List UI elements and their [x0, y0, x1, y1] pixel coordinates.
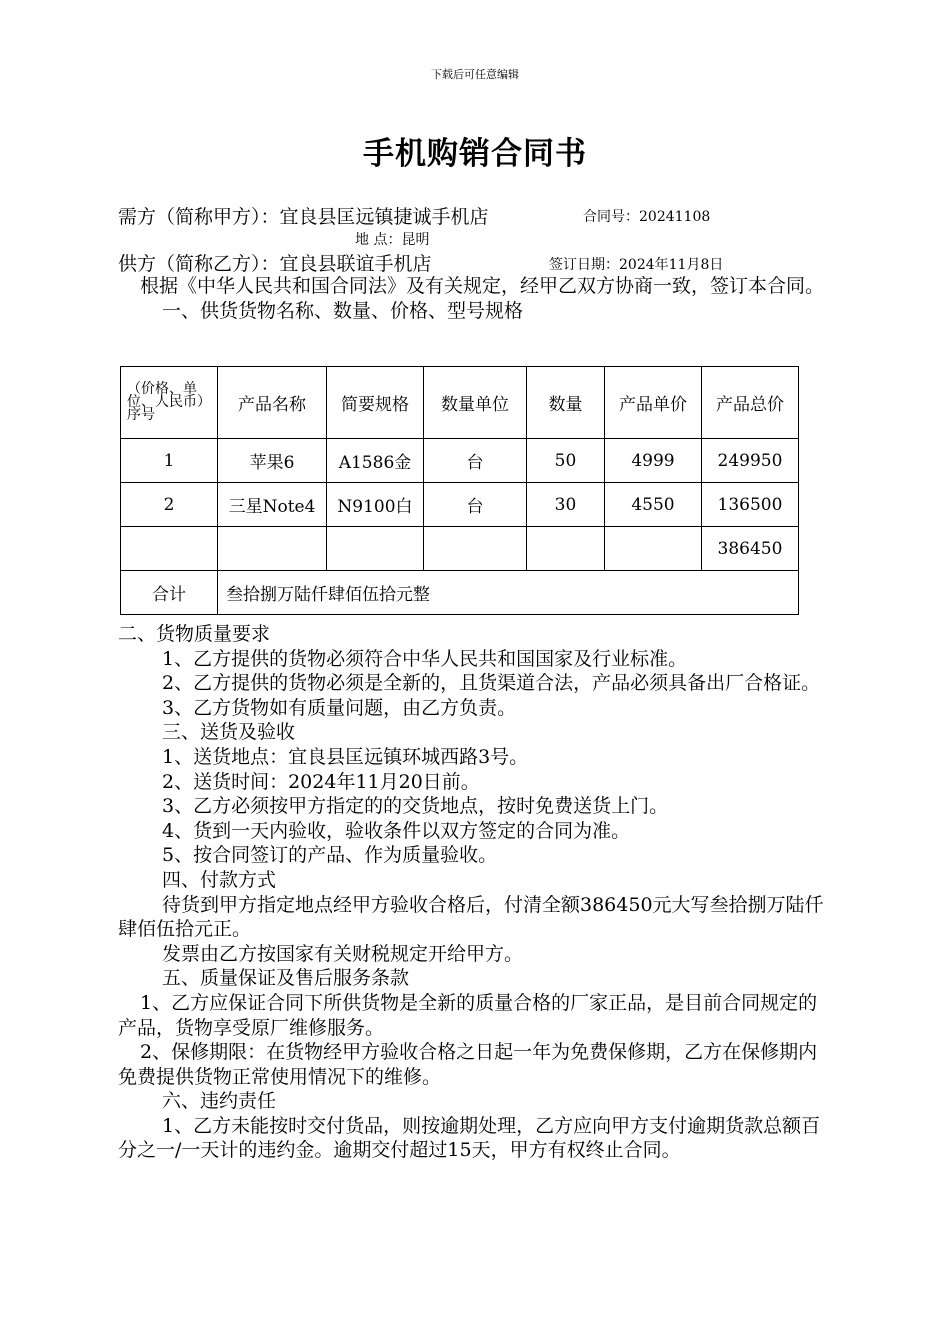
cell-qty: 30	[527, 483, 605, 527]
seller-name: 宜良县联谊手机店	[279, 253, 432, 275]
table-total-row	[121, 571, 799, 615]
table-row	[121, 483, 799, 527]
section4-item: 发票由乙方按国家有关财税规定开给甲方。	[162, 942, 524, 965]
header-cell: 简要规格	[327, 367, 424, 439]
section2-item: 2、乙方提供的货物必须是全新的，且货渠道合法，产品必须具备出厂合格证。	[162, 672, 821, 695]
cell-qty: 50	[527, 439, 605, 483]
section1-title: 一、供货货物名称、数量、价格、型号规格	[162, 299, 524, 322]
contract-body	[118, 622, 834, 1163]
cell-unit: 台	[424, 483, 527, 527]
header-cell: 产品总价	[702, 367, 799, 439]
section3-title: 三、送货及验收	[162, 721, 296, 744]
cell-index	[121, 527, 218, 571]
intro-paragraph: 根据《中华人民共和国合同法》及有关规定，经甲乙双方协商一致，签订本合同。	[140, 275, 825, 297]
section4-item: 待货到甲方指定地点经甲方验收合格后，付清全额386450元大写叁拾捌万陆仟肆佰伍拾元正。	[118, 893, 824, 941]
section4-title: 四、付款方式	[162, 868, 277, 891]
header-cell: （价格、单位、人民币）序号	[121, 367, 218, 439]
seller-line	[118, 249, 432, 276]
cell-price	[605, 527, 702, 571]
total-label: 合计	[121, 571, 218, 615]
cell-product	[218, 527, 327, 571]
table-row	[121, 527, 799, 571]
total-amount-text: 叁拾捌万陆仟肆佰伍拾元整	[218, 571, 799, 615]
seller-label: 供方（简称乙方）：	[118, 253, 280, 275]
header-cell: 数量单位	[424, 367, 527, 439]
header-cell: 产品名称	[218, 367, 327, 439]
section3-item: 2、送货时间：2024年11月20日前。	[162, 770, 480, 793]
buyer-label: 需方（简称甲方）：	[118, 206, 280, 228]
intro-block	[118, 274, 834, 323]
section2-item: 3、乙方货物如有质量问题，由乙方负责。	[162, 696, 517, 719]
cell-qty	[527, 527, 605, 571]
cell-unit: 台	[424, 439, 527, 483]
section6-item: 1、乙方未能按时交付货品，则按逾期处理，乙方应向甲方支付逾期货款总额百分之一/一天计的违约金。逾期交付超过15天，甲方有权终止合同。	[118, 1114, 821, 1162]
cell-total: 249950	[702, 439, 799, 483]
cell-total: 136500	[702, 483, 799, 527]
location-label: 地 点：	[355, 232, 402, 248]
cell-spec: A1586金	[327, 439, 424, 483]
sign-date-value: 2024年11月8日	[619, 257, 724, 273]
table-row	[121, 439, 799, 483]
cell-index: 1	[121, 439, 218, 483]
section5-title: 五、质量保证及售后服务条款	[162, 967, 410, 990]
section5-item: 1、乙方应保证合同下所供货物是全新的质量合格的厂家正品，是目前合同规定的产品，货物享受原厂维修服务。	[118, 991, 818, 1039]
sign-date	[549, 254, 723, 274]
goods-table	[120, 366, 799, 615]
section2-title: 二、货物质量要求	[118, 623, 271, 645]
document-title: 手机购销合同书	[363, 136, 587, 172]
cell-price: 4999	[605, 439, 702, 483]
cell-index: 2	[121, 483, 218, 527]
section3-item: 5、按合同签订的产品、作为质量验收。	[162, 844, 498, 867]
section3-item: 3、乙方必须按甲方指定的的交货地点，按时免费送货上门。	[162, 795, 669, 818]
cell-total: 386450	[702, 527, 799, 571]
section2-item: 1、乙方提供的货物必须符合中华人民共和国国家及行业标准。	[162, 647, 688, 670]
buyer-name: 宜良县匡远镇捷诚手机店	[279, 206, 489, 228]
section6-title: 六、违约责任	[162, 1090, 277, 1113]
sign-date-label: 签订日期：	[549, 257, 619, 273]
cell-unit	[424, 527, 527, 571]
contract-no-label: 合同号：	[583, 209, 639, 225]
cell-spec: N9100白	[327, 483, 424, 527]
cell-product: 苹果6	[218, 439, 327, 483]
contract-number	[583, 206, 710, 226]
buyer-line	[118, 202, 489, 229]
cell-spec	[327, 527, 424, 571]
section3-item: 4、货到一天内验收，验收条件以双方签定的合同为准。	[162, 819, 631, 842]
header-note: 下载后可任意编辑	[431, 68, 519, 81]
location-line	[355, 229, 429, 249]
cell-product: 三星Note4	[218, 483, 327, 527]
cell-price: 4550	[605, 483, 702, 527]
table-header-row	[121, 367, 799, 439]
header-cell: 产品单价	[605, 367, 702, 439]
header-cell: 数量	[527, 367, 605, 439]
contract-no-value: 20241108	[639, 209, 711, 225]
section5-item: 2、保修期限：在货物经甲方验收合格之日起一年为免费保修期，乙方在保修期内免费提供货物正常使用情况下的维修。	[118, 1041, 818, 1088]
section3-item: 1、送货地点：宜良县匡远镇环城西路3号。	[162, 745, 529, 768]
location-value: 昆明	[401, 232, 430, 248]
